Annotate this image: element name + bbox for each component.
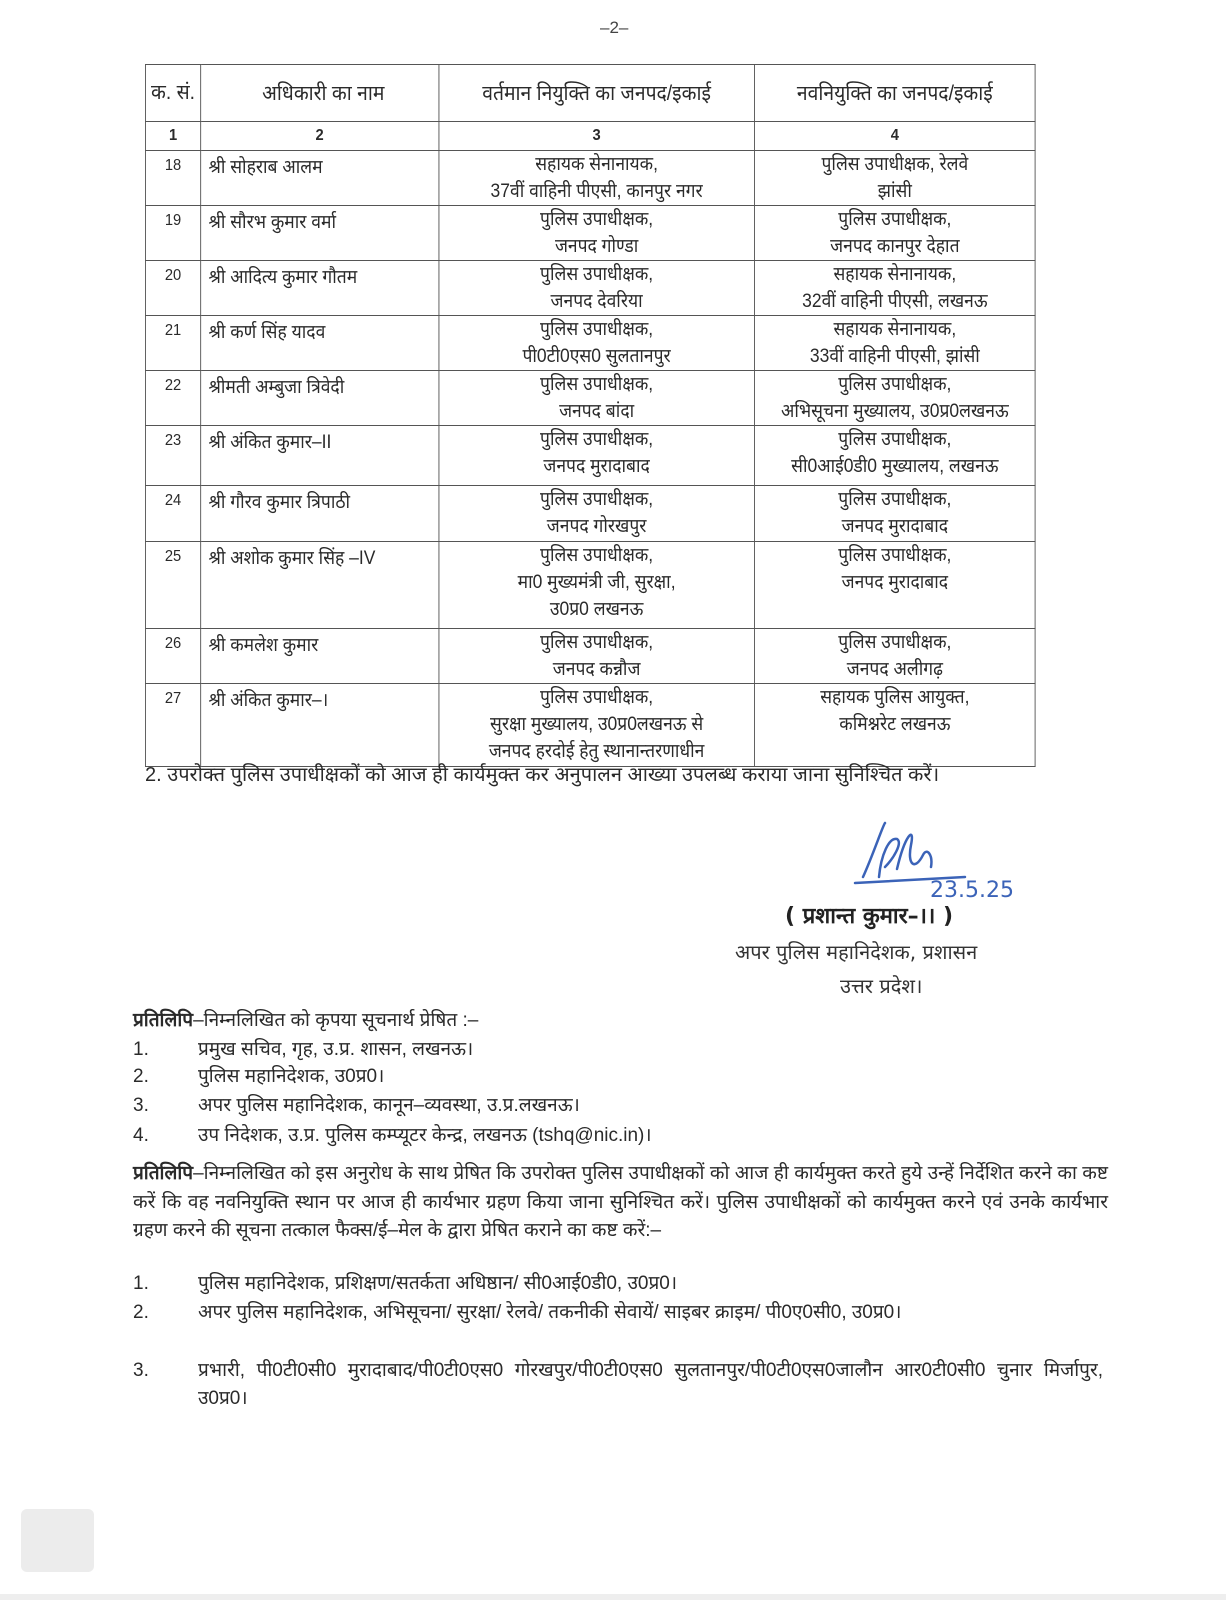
new-posting-line: झांसी — [877, 181, 912, 202]
copy1-list-item — [133, 1036, 1108, 1064]
serial-number: 24 — [145, 486, 200, 542]
column-index-row — [145, 122, 1035, 151]
table-row — [145, 629, 1035, 684]
new-posting-line: पुलिस उपाधीक्षक, — [838, 632, 952, 653]
transfer-table — [145, 64, 1036, 767]
current-posting-line: जनपद कन्नौज — [552, 659, 641, 680]
new-posting-line: अभिसूचना मुख्यालय, उ0प्र0लखनऊ — [780, 401, 1009, 422]
current-posting-line: पुलिस उपाधीक्षक, — [540, 374, 654, 395]
table-row — [145, 206, 1035, 261]
paragraph-2: 2. उपरोक्त पुलिस उपाधीक्षकों को आज ही कार्यमुक्त कर अनुपालन आख्या उपलब्ध कराया जाना सुनिश्चित करें। — [145, 764, 940, 786]
new-posting-line: सहायक सेनानायक, — [833, 319, 957, 340]
copy-to-heading-1 — [133, 1006, 478, 1032]
current-posting — [439, 542, 755, 629]
header-current-posting: वर्तमान नियुक्ति का जनपद/इकाई — [439, 65, 755, 122]
current-posting — [439, 426, 755, 486]
list-number: 2. — [133, 1302, 149, 1323]
current-posting-line: पुलिस उपाधीक्षक, — [540, 319, 654, 340]
current-posting-line: पुलिस उपाधीक्षक, — [540, 687, 654, 708]
new-posting-line: सहायक सेनानायक, — [833, 264, 957, 285]
list-number: 1. — [133, 1039, 149, 1060]
column-index: 2 — [201, 122, 439, 151]
list-text: अपर पुलिस महानिदेशक, अभिसूचना/ सुरक्षा/ रेलवे/ तकनीकी सेवायें/ साइबर क्राइम/ पी0ए0सी0, उ0प्र0। — [198, 1302, 902, 1323]
current-posting-line: जनपद देवरिया — [550, 291, 643, 312]
current-posting — [439, 629, 755, 684]
new-posting — [755, 371, 1035, 426]
current-posting-line: जनपद गोरखपुर — [546, 516, 647, 537]
new-posting-line: जनपद अलीगढ़ — [846, 659, 943, 680]
serial-number: 26 — [145, 629, 200, 684]
current-posting-line: पुलिस उपाधीक्षक, — [540, 489, 654, 510]
header-serial — [145, 65, 200, 122]
officer-name: श्री अंकित कुमार–II — [201, 426, 439, 486]
column-index: 3 — [439, 122, 755, 151]
serial-number: 21 — [145, 316, 200, 371]
new-posting — [755, 629, 1035, 684]
bottom-bar — [0, 1594, 1226, 1600]
current-posting-line: मा0 मुख्यमंत्री जी, सुरक्षा, — [517, 572, 676, 593]
officer-name: श्री कमलेश कुमार — [201, 629, 439, 684]
current-posting-line: पुलिस उपाधीक्षक, — [540, 209, 654, 230]
column-index: 1 — [145, 122, 200, 151]
current-posting-line: 37वीं वाहिनी पीएसी, कानपुर नगर — [490, 181, 703, 202]
current-posting-line: पी0टी0एस0 सुलतानपुर — [522, 346, 671, 367]
new-posting-line: सहायक पुलिस आयुक्त, — [820, 687, 970, 708]
new-posting-line: कमिश्नरेट लखनऊ — [839, 714, 951, 735]
serial-number: 18 — [145, 151, 200, 206]
copy-label: प्रतिलिपि — [133, 1163, 194, 1184]
current-posting-line: जनपद बांदा — [559, 401, 635, 422]
current-posting-line: पुलिस उपाधीक्षक, — [540, 632, 654, 653]
table-row — [145, 371, 1035, 426]
officer-name: श्री आदित्य कुमार गौतम — [201, 261, 439, 316]
officer-name: श्री कर्ण सिंह यादव — [201, 316, 439, 371]
list-number: 3. — [133, 1360, 149, 1381]
current-posting-line: पुलिस उपाधीक्षक, — [540, 264, 654, 285]
officer-name: श्री सोहराब आलम — [201, 151, 439, 206]
serial-number: 23 — [145, 426, 200, 486]
new-posting — [755, 684, 1035, 767]
table-row — [145, 316, 1035, 371]
current-posting-line: जनपद मुरादाबाद — [543, 456, 650, 477]
officer-name: श्री गौरव कुमार त्रिपाठी — [201, 486, 439, 542]
new-posting-line: पुलिस उपाधीक्षक, — [838, 374, 952, 395]
current-posting-line: जनपद गोण्डा — [554, 236, 639, 257]
blank-thumbnail — [21, 1509, 94, 1572]
list-number: 4. — [133, 1125, 149, 1146]
new-posting — [755, 206, 1035, 261]
current-posting — [439, 684, 755, 767]
current-posting-line: जनपद हरदोई हेतु स्थानान्तरणाधीन — [488, 741, 705, 762]
new-posting — [755, 261, 1035, 316]
signature-scribble — [845, 815, 1035, 905]
table-row — [145, 486, 1035, 542]
serial-number: 20 — [145, 261, 200, 316]
copy-intro: –निम्नलिखित को इस अनुरोध के साथ प्रेषित कि उपरोक्त पुलिस उपाधीक्षकों को आज ही कार्यमुक्त करते हुये उन्हें निर्देशित करने का कष्ट करें कि वह नवनियुक्ति स्थान पर आज ही कार्यभार ग्रहण किया जाना सुनिश्चित करें। पुलिस उपाधीक्षकों को कार्यमुक्त करने एवं उनके कार्यभार ग्रहण करने की सूचना तत्काल फैक्स/ई–मेल के द्वारा प्रेषित कराने का कष्ट करें:– — [133, 1163, 1108, 1241]
header-officer-name: अधिकारी का नाम — [201, 65, 439, 122]
current-posting-line: पुलिस उपाधीक्षक, — [540, 545, 654, 566]
copy-intro: –निम्नलिखित को कृपया सूचनार्थ प्रेषित :– — [193, 1010, 479, 1031]
new-posting — [755, 151, 1035, 206]
list-text: उप निदेशक, उ.प्र. पुलिस कम्प्यूटर केन्द्र, लखनऊ (tshq@nic.in)। — [198, 1125, 652, 1146]
copy1-list-item — [133, 1063, 1108, 1091]
current-posting — [439, 371, 755, 426]
list-text: पुलिस महानिदेशक, प्रशिक्षण/सतर्कता अधिष्ठान/ सी0आई0डी0, उ0प्र0। — [198, 1273, 678, 1294]
current-posting — [439, 316, 755, 371]
list-text: प्रभारी, पी0टी0सी0 मुरादाबाद/पी0टी0एस0 गोरखपुर/पी0टी0एस0 सुलतानपुर/पी0टी0एस0जालौन आर0टी0सी0 चुनार मिर्जापुर, उ0प्र0। — [198, 1360, 1103, 1409]
serial-number: 25 — [145, 542, 200, 629]
copy-label: प्रतिलिपि — [133, 1010, 194, 1031]
table-header-row — [145, 65, 1035, 122]
table-row — [145, 151, 1035, 206]
table-row — [145, 684, 1035, 767]
new-posting-line: जनपद मुरादाबाद — [841, 516, 949, 537]
new-posting-line: पुलिस उपाधीक्षक, — [838, 429, 952, 450]
list-number: 3. — [133, 1095, 149, 1116]
current-posting — [439, 261, 755, 316]
column-index: 4 — [755, 122, 1035, 151]
officer-name: श्री अशोक कुमार सिंह –IV — [201, 542, 439, 629]
new-posting-line: जनपद मुरादाबाद — [841, 572, 949, 593]
new-posting — [755, 486, 1035, 542]
officer-name: श्री अंकित कुमार–। — [201, 684, 439, 767]
current-posting — [439, 151, 755, 206]
list-text: पुलिस महानिदेशक, उ0प्र0। — [198, 1066, 385, 1087]
new-posting-line: सी0आई0डी0 मुख्यालय, लखनऊ — [791, 456, 999, 477]
current-posting-line: उ0प्र0 लखनऊ — [549, 599, 644, 620]
current-posting-line: सुरक्षा मुख्यालय, उ0प्र0लखनऊ से — [490, 714, 704, 735]
table-row — [145, 426, 1035, 486]
new-posting — [755, 542, 1035, 629]
list-number: 2. — [133, 1066, 149, 1087]
new-posting-line: जनपद कानपुर देहात — [830, 236, 960, 257]
signatory-name: ( प्रशान्त कुमार–।। ) — [785, 904, 954, 929]
signature-date: 23.5.25 — [930, 878, 1014, 903]
officer-name: श्रीमती अम्बुजा त्रिवेदी — [201, 371, 439, 426]
table-row — [145, 542, 1035, 629]
current-posting — [439, 206, 755, 261]
list-text: प्रमुख सचिव, गृह, उ.प्र. शासन, लखनऊ। — [198, 1039, 474, 1060]
copy-to-heading-2 — [133, 1160, 1108, 1246]
copy2-list-item — [133, 1357, 1108, 1413]
new-posting-line: 33वीं वाहिनी पीएसी, झांसी — [809, 346, 980, 367]
header-serial-line1: क. — [151, 81, 172, 104]
new-posting-line: पुलिस उपाधीक्षक, — [838, 489, 952, 510]
serial-number: 22 — [145, 371, 200, 426]
list-number: 1. — [133, 1273, 149, 1294]
table-row — [145, 261, 1035, 316]
serial-number: 27 — [145, 684, 200, 767]
officer-name: श्री सौरभ कुमार वर्मा — [201, 206, 439, 261]
list-text: अपर पुलिस महानिदेशक, कानून–व्यवस्था, उ.प्र.लखनऊ। — [198, 1095, 580, 1116]
copy2-list-item — [133, 1299, 1108, 1327]
current-posting — [439, 486, 755, 542]
new-posting-line: पुलिस उपाधीक्षक, रेलवे — [821, 154, 969, 175]
new-posting-line: पुलिस उपाधीक्षक, — [838, 209, 952, 230]
header-serial-line2: सं. — [176, 81, 196, 104]
signatory-designation: अपर पुलिस महानिदेशक, प्रशासन — [735, 940, 978, 964]
new-posting-line: पुलिस उपाधीक्षक, — [838, 545, 952, 566]
copy2-list-item — [133, 1270, 1108, 1298]
signatory-state: उत्तर प्रदेश। — [840, 974, 923, 998]
page-number: –2– — [600, 18, 629, 37]
header-new-posting: नवनियुक्ति का जनपद/इकाई — [755, 65, 1035, 122]
serial-number: 19 — [145, 206, 200, 261]
new-posting — [755, 316, 1035, 371]
copy1-list-item — [133, 1092, 1108, 1120]
current-posting-line: पुलिस उपाधीक्षक, — [540, 429, 654, 450]
new-posting-line: 32वीं वाहिनी पीएसी, लखनऊ — [802, 291, 988, 312]
current-posting-line: सहायक सेनानायक, — [535, 154, 658, 175]
new-posting — [755, 426, 1035, 486]
copy1-list-item — [133, 1122, 1108, 1150]
